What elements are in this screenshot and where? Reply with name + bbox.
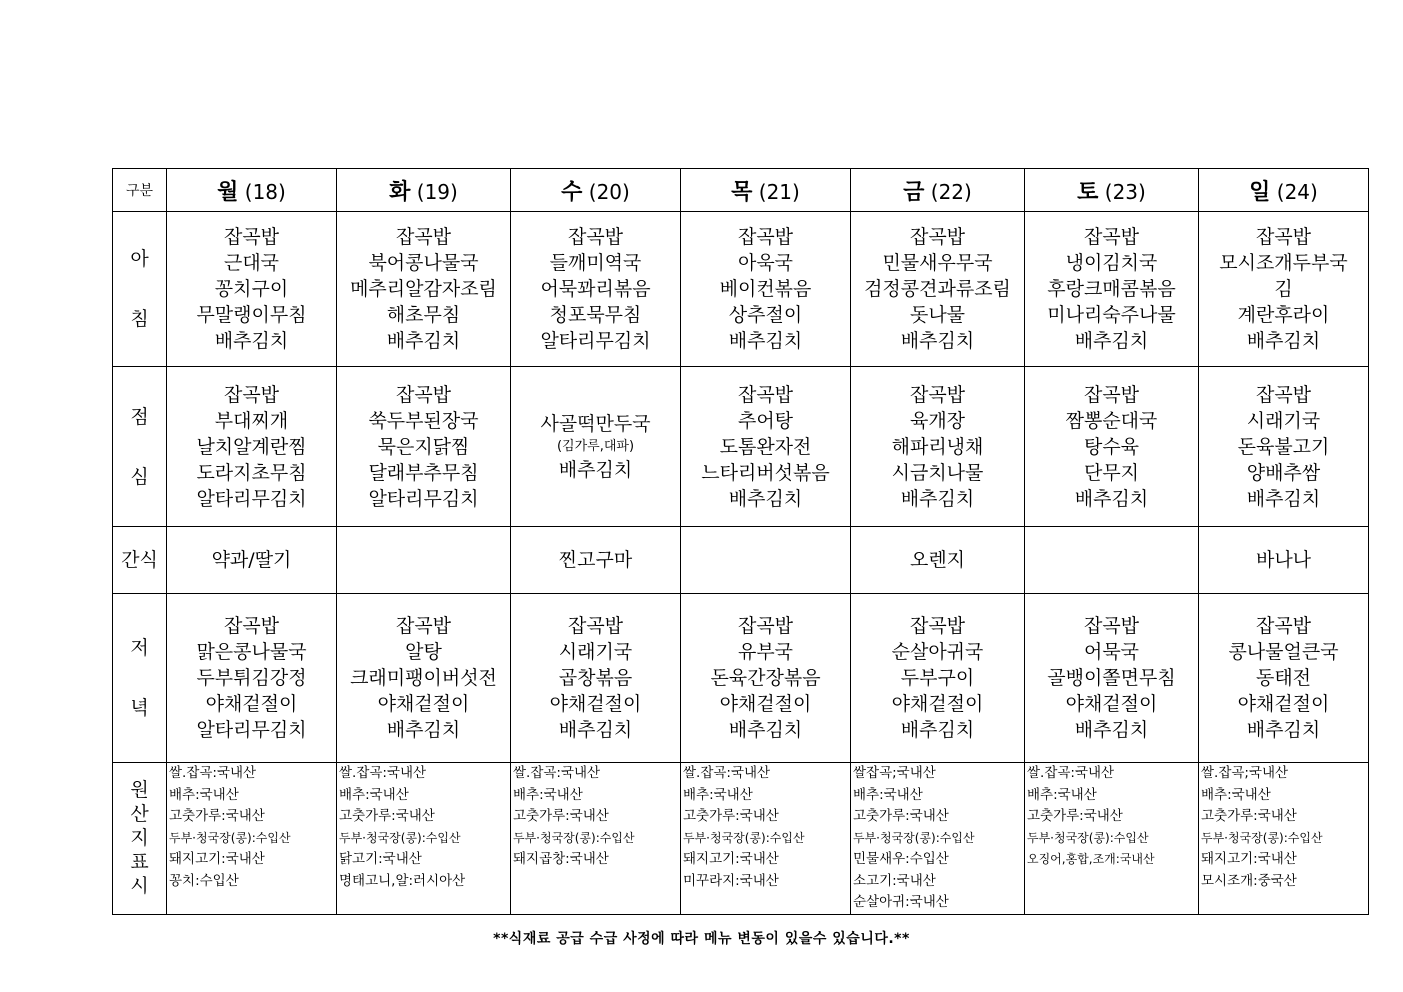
origin-cell-wed: 쌀.잡곡:국내산 배추:국내산 고춧가루:국내산 두부·청국장(콩):수입산 돼지곱창:국내산 [511, 763, 681, 915]
snack-cell-wed: 찐고구마 [511, 527, 681, 594]
origin-cell-tue: 쌀.잡곡:국내산 배추:국내산 고춧가루:국내산 두부·청국장(콩):수입산 닭고기:국내산 명태고니,알:러시아산 [337, 763, 511, 915]
snack-cell-sat [1025, 527, 1199, 594]
day-header-mon: 월 (18) [167, 169, 337, 212]
origin-cell-sun: 쌀.잡곡;국내산 배추:국내산 고춧가루:국내산 두부·청국장(콩):수입산 돼지고기:국내산 모시조개:중국산 [1199, 763, 1369, 915]
breakfast-cell-mon: 잡곡밥 근대국 꽁치구이 무말랭이무침 배추김치 [167, 212, 337, 367]
lunch-row [113, 367, 1369, 527]
lunch-cell-wed: 사골떡만두국 (김가루,대파) 배추김치 [511, 367, 681, 527]
snack-cell-thu [681, 527, 851, 594]
lunch-cell-tue: 잡곡밥 쑥두부된장국 묵은지닭찜 달래부추무침 알타리무김치 [337, 367, 511, 527]
breakfast-cell-wed: 잡곡밥 들깨미역국 어묵꽈리볶음 청포묵무침 알타리무김치 [511, 212, 681, 367]
origin-row [113, 763, 1369, 915]
lunch-cell-fri: 잡곡밥 육개장 해파리냉채 시금치나물 배추김치 [851, 367, 1025, 527]
breakfast-cell-fri: 잡곡밥 민물새우무국 검정콩견과류조림 돗나물 배추김치 [851, 212, 1025, 367]
origin-cell-fri: 쌀잡곡;국내산 배추:국내산 고춧가루:국내산 두부·청국장(콩):수입산 민물새우:수입산 소고기:국내산 순살아귀:국내산 [851, 763, 1025, 915]
day-header-thu: 목 (21) [681, 169, 851, 212]
dinner-cell-thu: 잡곡밥 유부국 돈육간장볶음 야채겉절이 배추김치 [681, 594, 851, 763]
origin-cell-thu: 쌀.잡곡:국내산 배추:국내산 고춧가루:국내산 두부·청국장(콩):수입산 돼지고기:국내산 미꾸라지:국내산 [681, 763, 851, 915]
dinner-cell-tue: 잡곡밥 알탕 크래미팽이버섯전 야채겉절이 배추김치 [337, 594, 511, 763]
breakfast-row [113, 212, 1369, 367]
footer-note: **식재료 공급 수급 사정에 따라 메뉴 변동이 있을수 있습니다.** [493, 931, 910, 947]
lunch-cell-sun: 잡곡밥 시래기국 돈육불고기 양배추쌈 배추김치 [1199, 367, 1369, 527]
dinner-row [113, 594, 1369, 763]
day-header-tue: 화 (19) [337, 169, 511, 212]
dinner-label: 저 녁 [113, 594, 167, 763]
snack-row [113, 527, 1369, 594]
dinner-cell-mon: 잡곡밥 맑은콩나물국 두부튀김강정 야채겉절이 알타리무김치 [167, 594, 337, 763]
day-header-fri: 금 (22) [851, 169, 1025, 212]
origin-cell-mon: 쌀.잡곡:국내산 배추:국내산 고춧가루:국내산 두부·청국장(콩):수입산 돼지고기:국내산 꽁치:수입산 [167, 763, 337, 915]
day-header-sun: 일 (24) [1199, 169, 1369, 212]
lunch-label: 점 심 [113, 367, 167, 527]
header-row [113, 169, 1369, 212]
dinner-cell-fri: 잡곡밥 순살아귀국 두부구이 야채겉절이 배추김치 [851, 594, 1025, 763]
snack-cell-mon: 약과/딸기 [167, 527, 337, 594]
dinner-cell-wed: 잡곡밥 시래기국 곱창볶음 야채겉절이 배추김치 [511, 594, 681, 763]
weekly-menu-table [112, 168, 1369, 915]
breakfast-cell-sun: 잡곡밥 모시조개두부국 김 계란후라이 배추김치 [1199, 212, 1369, 367]
day-header-sat: 토 (23) [1025, 169, 1199, 212]
snack-label: 간식 [113, 527, 167, 594]
breakfast-cell-tue: 잡곡밥 북어콩나물국 메추리알감자조림 해초무침 배추김치 [337, 212, 511, 367]
origin-label: 원 산 지 표 시 [113, 763, 167, 915]
dinner-cell-sun: 잡곡밥 콩나물얼큰국 동태전 야채겉절이 배추김치 [1199, 594, 1369, 763]
snack-cell-fri: 오렌지 [851, 527, 1025, 594]
snack-cell-sun: 바나나 [1199, 527, 1369, 594]
breakfast-cell-sat: 잡곡밥 냉이김치국 후랑크매콤볶음 미나리숙주나물 배추김치 [1025, 212, 1199, 367]
dinner-cell-sat: 잡곡밥 어묵국 골뱅이쫄면무침 야채겉절이 배추김치 [1025, 594, 1199, 763]
origin-cell-sat: 쌀.잡곡:국내산 배추:국내산 고춧가루:국내산 두부·청국장(콩):수입산 오징어,홍합,조개:국내산 [1025, 763, 1199, 915]
breakfast-label: 아 침 [113, 212, 167, 367]
day-header-wed: 수 (20) [511, 169, 681, 212]
category-header: 구분 [113, 169, 167, 212]
lunch-cell-thu: 잡곡밥 추어탕 도톰완자전 느타리버섯볶음 배추김치 [681, 367, 851, 527]
lunch-cell-mon: 잡곡밥 부대찌개 날치알계란찜 도라지초무침 알타리무김치 [167, 367, 337, 527]
breakfast-cell-thu: 잡곡밥 아욱국 베이컨볶음 상추절이 배추김치 [681, 212, 851, 367]
snack-cell-tue [337, 527, 511, 594]
lunch-cell-sat: 잡곡밥 짬뽕순대국 탕수육 단무지 배추김치 [1025, 367, 1199, 527]
